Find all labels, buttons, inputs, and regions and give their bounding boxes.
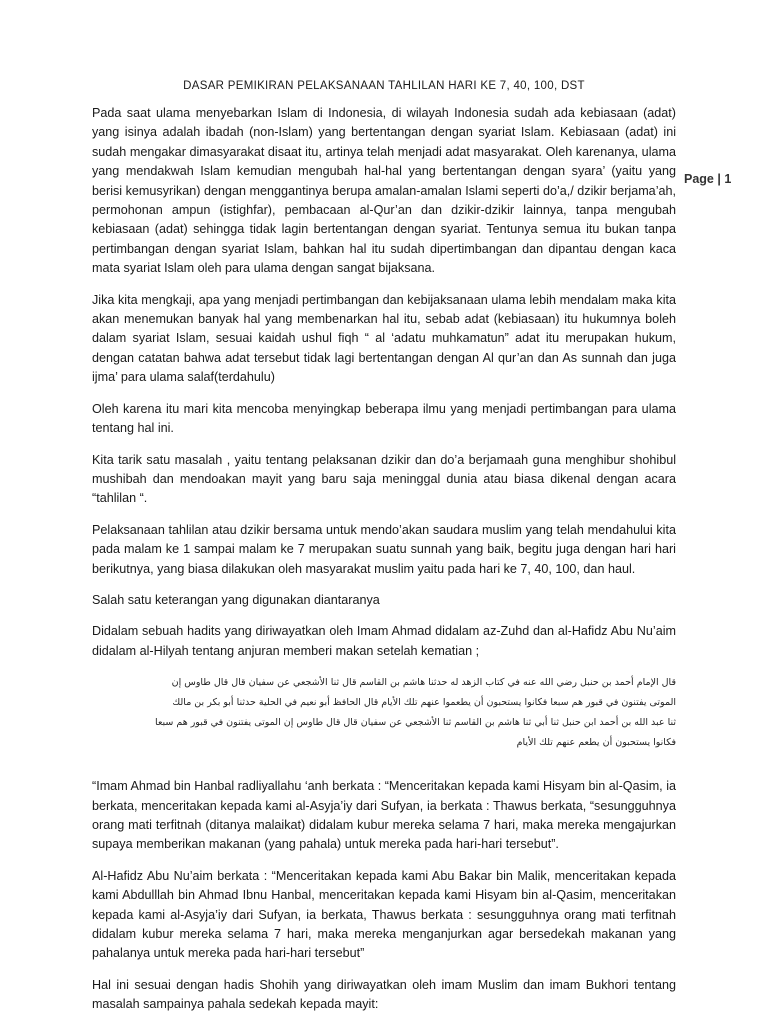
document-body (92, 104, 676, 1027)
arabic-line: ثنا عبد الله بن أحمد ابن حنبل ثنا أبي ثنا هاشم بن القاسم ثنا الأشجعي عن سفيان قال قال طاوس إن الموتى يفتنون في قبور هم سبعا (155, 717, 676, 729)
document-title: DASAR PEMIKIRAN PELAKSANAAN TAHLILAN HARI KE 7, 40, 100, DST (183, 80, 585, 92)
paragraph-oleh-karena: Oleh karena itu mari kita mencoba menyingkap beberapa ilmu yang menjadi pertimbangan para ulama tentang hal ini. (92, 401, 676, 436)
arabic-line: الموتى يفتنون في قبور هم سبعا فكانوا يستحبون أن يطعموا عنهم تلك الأيام قال الحافظ أبو نعيم في الحلية حدثنا أبو بكر بن مالك (172, 697, 676, 709)
paragraph-kajian: Jika kita mengkaji, apa yang menjadi pertimbangan dan kebijaksanaan ulama lebih mendalam maka kita akan menemukan banyak hal yang membenarkan hal itu, sebab adat (kebiasaan) itu hukumnya boleh dalam syariat Islam, sesuai kaidah ushul fiqh “ al ‘adatu muhkamatun” adat itu merupakan hukum, dengan catatan bahwa adat tersebut tidak lagi bertentangan dengan Al qur’an dan As sunnah dan juga ijma’ para ulama salaf(terdahulu) (92, 292, 676, 385)
paragraph-keterangan: Salah satu keterangan yang digunakan diantaranya (92, 592, 380, 607)
arabic-line: قال الإمام أحمد بن حنبل رضي الله عنه في كتاب الزهد له حدثنا هاشم بن القاسم قال ثنا الأشجعي عن سفيان قال قال طاوس إن (171, 677, 676, 689)
paragraph-intro: Pada saat ulama menyebarkan Islam di Indonesia, di wilayah Indonesia sudah ada kebiasaan (adat) yang isinya adalah ibadah (non-Islam) yang bertentangan dengan syariat Islam. Kebiasaan (adat) ini sudah mengakar dimasyarakat disaat itu, artinya telah menjadi adat masyarakat. Oleh karenanya, ulama yang mendakwah Islam kemudian mengubah hal-hal yang bertentangan dengan syara’ (yaitu yang berisi kemusyrikan) dengan menggantinya berupa amalan-amalan Islami seperti do’a,/ dzikir berjama’ah, permohonan ampun (istighfar), pembacaan al-Qur’an dan dzikir-dzikir lainnya, tanpa mengubah kebiasaan (adat) sehingga tidak lagin bertentangan dengan syariat. Tentunya semua itu bukan tanpa pertimbangan dengan syariat Islam, bahkan hal itu sudah dipertimbangan dan dipantau dengan kaca mata syariat Islam oleh para ulama dengan sangat bijaksana. (92, 106, 676, 276)
page-number-label: Page | 1 (684, 172, 732, 186)
arabic-line: فكانوا يستحبون أن يطعم عنهم تلك الأيام (516, 737, 676, 749)
paragraph-pelaksanaan: Pelaksanaan tahlilan atau dzikir bersama untuk mendo’akan saudara muslim yang telah mendahului kita pada malam ke 1 sampai malam ke 7 merupakan suatu sunnah yang baik, begitu juga dengan hari hari berikutnya, yang biasa dilakukan oleh masyarakat muslim yaitu pada hari ke 7, 40, 100, dan haul. (92, 522, 676, 576)
paragraph-hadits-intro: Didalam sebuah hadits yang diriwayatkan oleh Imam Ahmad didalam az-Zuhd dan al-Hafidz Abu Nu’aim didalam al-Hilyah tentang anjuran memberi makan setelah kematian ; (92, 624, 676, 658)
paragraph-translation-ahmad: “Imam Ahmad bin Hanbal radliyallahu ‘anh berkata : “Menceritakan kepada kami Hisyam bin al-Qasim, ia berkata, menceritakan kepada kami al-Asyja’iy dari Sufyan, ia berkata : Thawus berkata, “sesungguhnya orang mati terfitnah (ditanya malaikat) didalam kubur mereka selama 7 hari, maka mereka mengajurkan supaya memberikan makanan (yang pahala) untuk mereka pada hari-hari tersebut”. (92, 779, 676, 852)
arabic-quote (92, 673, 676, 753)
paragraph-hadis-shohih: Hal ini sesuai dengan hadis Shohih yang diriwayatkan oleh imam Muslim dan imam Bukhori tentang masalah sampainya pahala sedekah kepada mayit: (92, 977, 676, 1012)
paragraph-masalah: Kita tarik satu masalah , yaitu tentang pelaksanan dzikir dan do’a berjamaah guna menghibur shohibul mushibah dan mendoakan mayit yang baru saja meninggal dunia atau biasa dikenal dengan acara “tahlilan “. (92, 452, 676, 506)
paragraph-translation-abu-nuaim: Al-Hafidz Abu Nu’aim berkata : “Menceritakan kepada kami Abu Bakar bin Malik, menceritakan kepada kami Abdulllah bin Ahmad Ibnu Hanbal, menceritakan kepada kami Hisyam bin al-Qasim, menceritakan kepada kami al-Asyja’iy dari Sufyan, ia berkata, Thawus berkata : sesungguhnya orang mati terfitnah didalam kubur mereka selama 7 hari, maka mereka menganjurkan agar bersedekah makanan yang pahalanya untuk mereka pada hari-hari tersebut” (92, 868, 676, 961)
